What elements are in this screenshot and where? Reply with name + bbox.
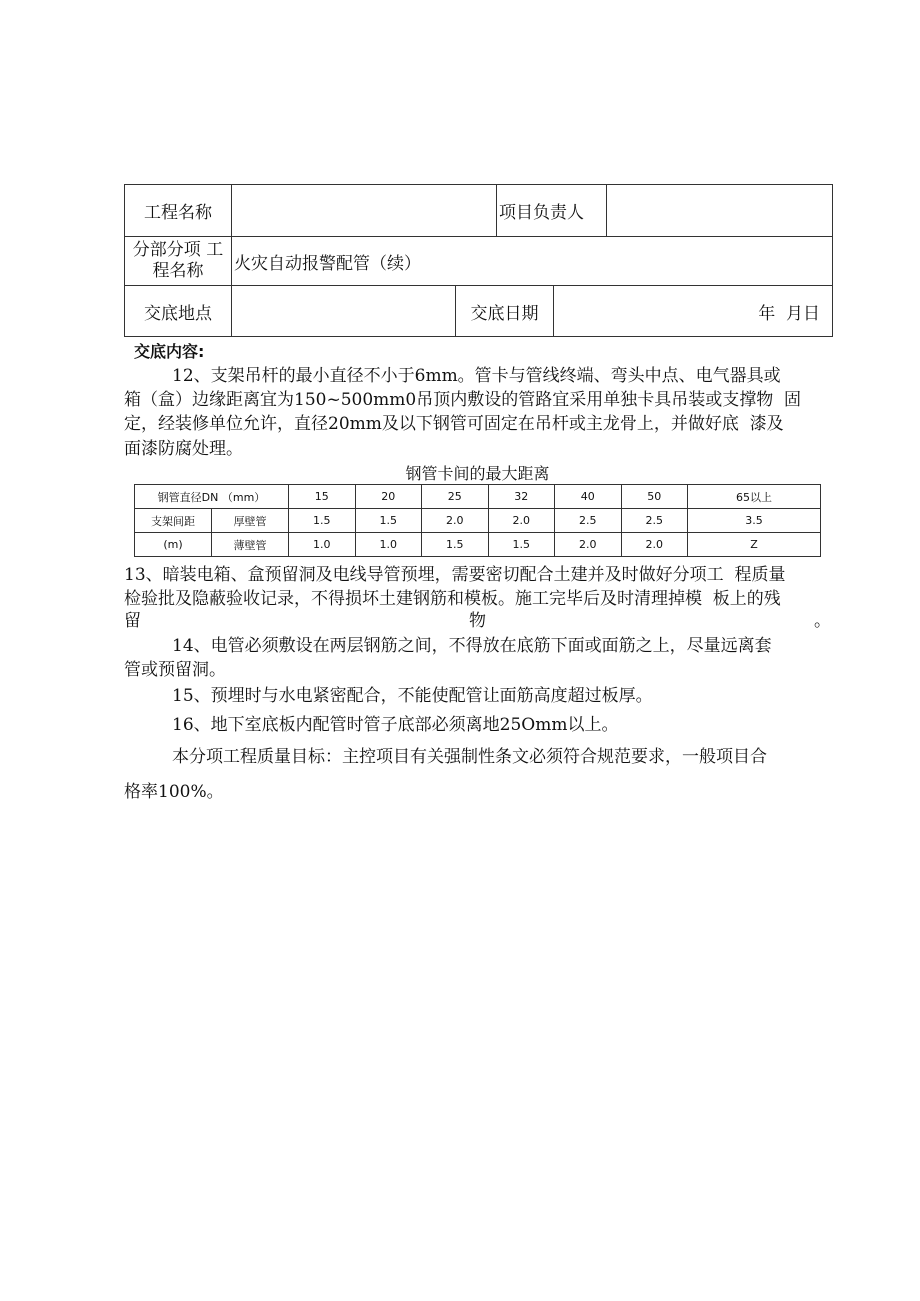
para12-line3: 定，经装修单位允许，直径20mm及以下钢管可固定在吊杆或主龙骨上，并做好底 漆及: [124, 414, 784, 434]
pipe-clamp-table: [134, 484, 821, 557]
para16: 16、地下室底板内配管时管子底部必须离地25Omm以上。: [172, 715, 619, 735]
diameter-cell: 50: [621, 485, 688, 509]
table-cell: 1.5: [488, 533, 555, 557]
date-label: 交底日期: [456, 286, 554, 336]
header-table: [124, 184, 833, 337]
para13-line3-start: 留: [124, 611, 141, 631]
header-row-subitem: [125, 237, 832, 286]
project-name-label: 工程名称: [125, 185, 232, 236]
row-label-thick: 厚壁管: [212, 509, 289, 533]
subitem-label: [125, 237, 232, 285]
para12-line4: 面漆防腐处理。: [124, 439, 243, 459]
table-cell: 2.5: [621, 509, 688, 533]
diameter-cell: 15: [289, 485, 356, 509]
table-cell: 2.5: [555, 509, 622, 533]
content-heading: 交底内容:: [134, 342, 205, 361]
table-caption: 钢管卡间的最大距离: [405, 464, 550, 483]
quality-goal-line2: 格率100%。: [124, 782, 224, 802]
subitem-value: 火灾自动报警配管（续）: [234, 254, 421, 274]
diameter-cell: 65以上: [688, 485, 821, 509]
table-cell: 2.0: [422, 509, 489, 533]
spacing-unit-label: (m): [135, 533, 212, 557]
diameter-cell: 32: [488, 485, 555, 509]
para13-line2: 检验批及隐蔽验收记录，不得损坏土建钢筋和模板。施工完毕后及时清理掉模 板上的残: [124, 589, 781, 609]
diameter-header: 钢管直径DN （mm）: [135, 485, 289, 509]
table-cell: 1.5: [289, 509, 356, 533]
location-label: 交底地点: [125, 286, 232, 336]
table-cell: 2.0: [555, 533, 622, 557]
para14-line1: 14、电管必须敷设在两层钢筋之间，不得放在底筋下面或面筋之上，尽量远离套: [172, 636, 772, 656]
table-cell: 3.5: [688, 509, 821, 533]
table-cell: Z: [688, 533, 821, 557]
para15: 15、预埋时与水电紧密配合，不能使配管让面筋高度超过板厚。: [172, 686, 653, 706]
para13-line3-mid: 物: [469, 611, 486, 631]
diameter-cell: 25: [422, 485, 489, 509]
table-cell: 1.0: [355, 533, 422, 557]
table-cell: 2.0: [488, 509, 555, 533]
table-cell: 1.5: [355, 509, 422, 533]
header-row-project: [125, 185, 832, 237]
header-row-location: [125, 286, 832, 336]
diameter-cell: 20: [355, 485, 422, 509]
table-row: [135, 509, 821, 533]
subitem-label-line1: 分部分项 工: [132, 240, 224, 260]
table-header-row: [135, 485, 821, 509]
para13-line3-end: 。: [814, 611, 831, 631]
project-leader-label: 项目负责人: [497, 185, 607, 236]
table-cell: 1.0: [289, 533, 356, 557]
row-label-thin: 薄壁管: [212, 533, 289, 557]
date-value: 年 月日: [758, 303, 820, 324]
project-leader-value: [607, 185, 832, 236]
para12-line2: 箱（盒）边缘距离宜为150~500mm0吊顶内敷设的管路宜采用单独卡具吊装或支撑物 固: [124, 390, 802, 410]
table-cell: 1.5: [422, 533, 489, 557]
spacing-group-label: 支架间距: [135, 509, 212, 533]
para13-line1: 13、暗装电箱、盒预留洞及电线导管预埋，需要密切配合土建并及时做好分项工 程质量: [124, 565, 786, 585]
diameter-cell: 40: [555, 485, 622, 509]
para14-line2: 管或预留洞。: [124, 660, 226, 680]
table-cell: 2.0: [621, 533, 688, 557]
subitem-label-line2: 程名称: [152, 261, 204, 281]
project-name-value: [232, 185, 497, 236]
location-value: [232, 286, 456, 336]
table-row: [135, 533, 821, 557]
quality-goal-line1: 本分项工程质量目标：主控项目有关强制性条文必须符合规范要求，一般项目合: [172, 747, 767, 767]
para12-line1: 12、支架吊杆的最小直径不小于6mm。管卡与管线终端、弯头中点、电气器具或: [172, 366, 781, 386]
